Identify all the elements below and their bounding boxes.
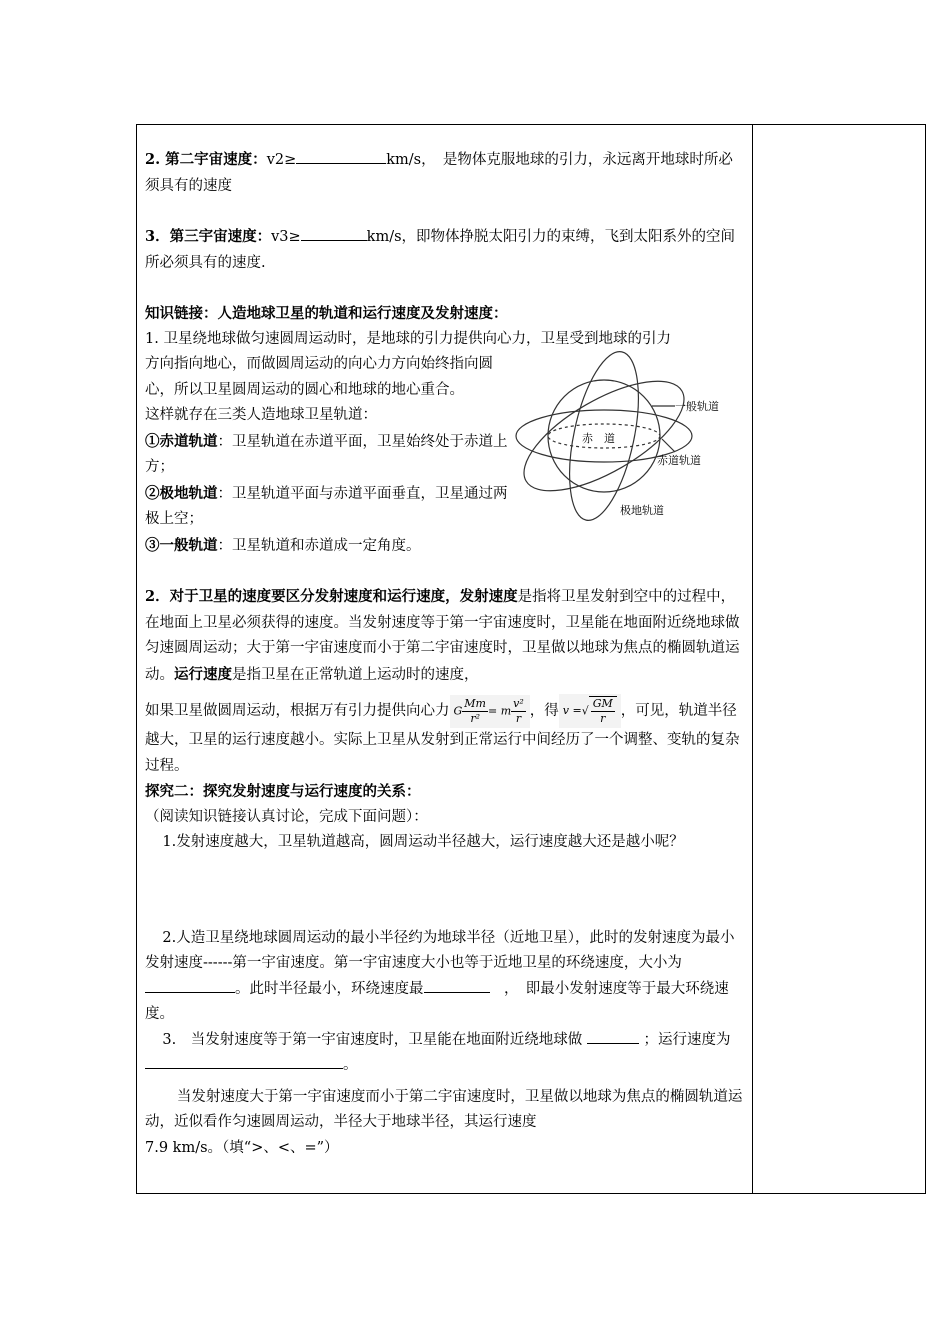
knowledge-1-top: 1. 卫星绕地球做匀速圆周运动时，是地球的引力提供向心力，卫星受到地球的引力	[145, 330, 671, 347]
question-4-cont: 7.9 km/s。（填“>、<、=”）	[145, 1139, 339, 1156]
explore-note: （阅读知识链接认真讨论，完成下面问题）：	[145, 808, 428, 825]
answer-blank[interactable]	[587, 1029, 639, 1044]
orbit-diagram	[512, 344, 747, 524]
orbit-general: ③一般轨道：卫星轨道和赤道成一定角度。	[145, 536, 421, 554]
main-cell	[145, 147, 747, 1161]
knowledge-link-title: 知识链接：人造地球卫星的轨道和运行速度及发射速度：	[145, 305, 508, 322]
orbit-section	[145, 352, 747, 533]
label-equatorial-orbit: 赤道轨道	[657, 454, 701, 467]
question-1: 1.发射速度越大，卫星轨道越高，圆周运动半径越大，运行速度越大还是越小呢？	[162, 834, 684, 850]
knowledge-2-cont: 如果卫星做圆周运动，根据万有引力提供向心力 G $\frac{Mm}{\text{r²}}$ = m $\frac{\text{v²}}{r}$ ，得 v =√ $\frac{GM}{r}$ ，可见，轨道半径越大，卫星的运行速度越小。实际上卫星从发射到正常运行中间经历了一个调整、变轨的复杂过程。	[145, 694, 747, 779]
velocity-formula: v =√ $\frac{GM}{r}$	[559, 694, 621, 728]
orbit-polar: ②极地轨道：卫星轨道平面与赤道平面垂直，卫星通过两极上空；	[145, 484, 508, 527]
gravity-formula: G $\frac{Mm}{\text{r²}}$ = m $\frac{\text{v²}}{r}$	[450, 695, 530, 728]
label-polar-orbit: 极地轨道	[620, 504, 664, 517]
third-cosmic-velocity: 3．第三宇宙速度：v3≥ km/s，即物体挣脱太阳引力的束缚，飞到太阳系外的空间所必须具有的速度.	[145, 228, 736, 271]
answer-blank[interactable]	[301, 226, 367, 241]
knowledge-1-body: 方向指向地心，而做圆周运动的向心力方向始终指向圆心，所以卫星圆周运动的圆心和地球的地心重合。	[145, 356, 493, 398]
second-cosmic-velocity: 2. 第二宇宙速度：v2≥ km/s， 是物体克服地球的引力，永远离开地球时所必须具有的速度	[145, 151, 733, 194]
label-equator: 赤 道	[582, 432, 615, 445]
question-4: 当发射速度大于第一宇宙速度而小于第二宇宙速度时，卫星做以地球为焦点的椭圆轨道运动，近似看作匀速圆周运动，半径大于地球半径，其运行速度	[145, 1088, 743, 1130]
worksheet-table	[136, 124, 926, 1194]
orbit-equatorial: ①赤道轨道：卫星轨道在赤道平面，卫星始终处于赤道上方；	[145, 432, 508, 475]
explore-title: 探究二：探究发射速度与运行速度的关系：	[145, 783, 421, 800]
knowledge-2: 2．对于卫星的速度要区分发射速度和运行速度，发射速度是指将卫星发射到空中的过程中，在地面上卫星必须获得的速度。当发射速度等于第一宇宙速度时，卫星能在地面附近绕地球做匀速圆周运动；大于第一宇宙速度而小于第二宇宙速度时，卫星做以地球为焦点的椭圆轨道运动。运行速度是指卫星在正常轨道上运动时的速度，	[145, 588, 740, 683]
answer-blank[interactable]	[424, 978, 490, 993]
question-2: 2.人造卫星绕地球圆周运动的最小半径约为地球半径（近地卫星），此时的发射速度为最小发射速度------第一宇宙速度。第一宇宙速度大小也等于近地卫星的环绕速度，大小为。此时半径最小，环绕速度最 ， 即最小发射速度等于最大环绕速度。	[145, 929, 735, 1022]
answer-blank[interactable]	[296, 149, 386, 164]
label-general-orbit: 一般轨道	[675, 400, 719, 413]
orbit-types-intro: 这样就存在三类人造地球卫星轨道：	[145, 407, 377, 423]
question-3: 3. 当发射速度等于第一宇宙速度时，卫星能在地面附近绕地球做 ；运行速度为。	[145, 1028, 747, 1079]
column-divider	[752, 125, 753, 1193]
answer-blank[interactable]	[145, 978, 235, 993]
answer-blank[interactable]	[145, 1054, 343, 1069]
